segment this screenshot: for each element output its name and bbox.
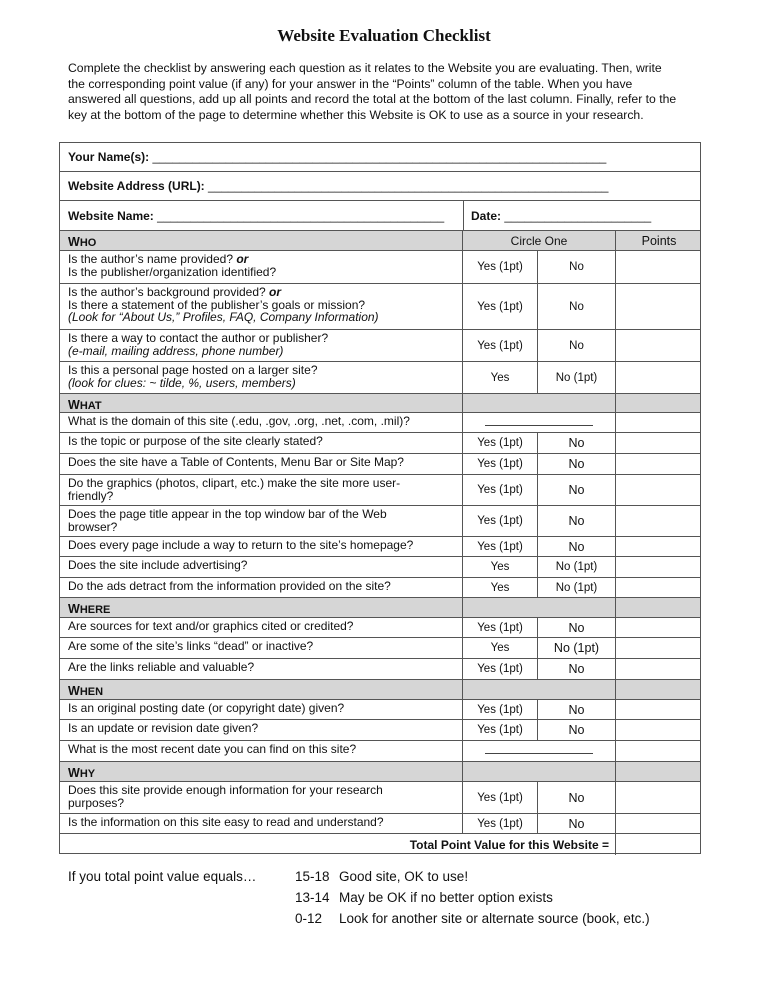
- question-text: What is the domain of this site (.edu, .gov, .org, .net, .com, .mil)?: [60, 413, 463, 432]
- section-blank: [463, 598, 616, 617]
- answer-no[interactable]: No (1pt): [538, 362, 616, 393]
- answer-yes[interactable]: Yes (1pt): [463, 618, 538, 637]
- total-row: [60, 834, 700, 855]
- answer-yes[interactable]: Yes (1pt): [463, 506, 538, 536]
- key-range: 15-18: [295, 869, 330, 884]
- points-cell[interactable]: [616, 433, 702, 453]
- points-header: Points: [641, 233, 677, 248]
- question-text: Does the page title appear in the top window bar of the Web browser?: [60, 506, 463, 536]
- answer-yes[interactable]: Yes (1pt): [463, 659, 538, 679]
- answer-yes[interactable]: Yes (1pt): [463, 454, 538, 474]
- names-row: [60, 143, 700, 172]
- question-row: [60, 330, 700, 362]
- url-line[interactable]: ____________________________________________________________: [208, 179, 609, 193]
- checklist-table: [59, 142, 701, 854]
- answer-no[interactable]: No: [538, 618, 616, 637]
- question-row: [60, 741, 700, 762]
- section-blank: [463, 680, 616, 699]
- question-text: Does this site provide enough information for your research purposes?: [60, 782, 463, 813]
- answer-yes[interactable]: Yes (1pt): [463, 251, 538, 283]
- section-label: WHO: [60, 231, 463, 250]
- answer-yes[interactable]: Yes (1pt): [463, 284, 538, 329]
- question-row: [60, 284, 700, 330]
- points-cell[interactable]: [616, 251, 702, 283]
- key-range: 0-12: [295, 911, 323, 926]
- question-text: Does every page include a way to return to the site’s homepage?: [60, 537, 463, 556]
- key-range: 13-14: [295, 890, 330, 905]
- names-line[interactable]: ____________________________________________________________________: [152, 150, 607, 164]
- question-text: Is this a personal page hosted on a larger site? (look for clues: ~ tilde, %, users, members): [60, 362, 463, 393]
- answer-no[interactable]: No (1pt): [538, 578, 616, 597]
- answer-yes[interactable]: Yes (1pt): [463, 814, 538, 833]
- question-text: Is the information on this site easy to read and understand?: [60, 814, 463, 833]
- points-cell[interactable]: [616, 741, 702, 761]
- question-text: Is the author’s background provided? or Is there a statement of the publisher’s goals or mission? (Look for “About Us,” Profiles, FAQ, Company Information): [60, 284, 463, 329]
- answer-no[interactable]: No (1pt): [538, 557, 616, 577]
- answer-yes[interactable]: Yes: [463, 362, 538, 393]
- answer-no[interactable]: No: [538, 251, 616, 283]
- answer-no[interactable]: No: [538, 659, 616, 679]
- total-label: Total Point Value for this Website =: [60, 834, 616, 855]
- question-text: Are some of the site’s links “dead” or inactive?: [60, 638, 463, 658]
- answer-no[interactable]: No: [538, 454, 616, 474]
- points-cell[interactable]: [616, 362, 702, 393]
- instructions: [68, 61, 708, 123]
- section-label: WHEN: [60, 680, 463, 699]
- date-line[interactable]: ______________________: [504, 208, 652, 223]
- answer-yes[interactable]: Yes: [463, 578, 538, 597]
- site-name-label: Website Name:: [68, 208, 154, 223]
- question-text: Is an original posting date (or copyright date) given?: [60, 700, 463, 719]
- question-row: [60, 537, 700, 557]
- answer-no[interactable]: No: [538, 284, 616, 329]
- answer-yes[interactable]: Yes: [463, 557, 538, 577]
- question-row: [60, 814, 700, 834]
- question-row: [60, 362, 700, 394]
- answer-no[interactable]: No: [538, 506, 616, 536]
- answer-no[interactable]: No: [538, 814, 616, 833]
- key-lead: If you total point value equals…: [68, 869, 257, 884]
- section-what: [60, 394, 700, 413]
- question-row: [60, 251, 700, 284]
- points-cell[interactable]: [616, 284, 702, 329]
- names-field[interactable]: [68, 143, 606, 171]
- answer-yes[interactable]: Yes (1pt): [463, 720, 538, 740]
- question-row: [60, 638, 700, 659]
- points-cell[interactable]: [616, 782, 702, 813]
- points-cell[interactable]: [616, 700, 702, 719]
- section-where: [60, 598, 700, 618]
- section-label: WHERE: [60, 598, 463, 617]
- key-text: Good site, OK to use!: [339, 869, 469, 884]
- key-text: Look for another site or alternate source (book, etc.): [339, 911, 650, 926]
- points-cell[interactable]: [616, 506, 702, 536]
- answer-yes[interactable]: Yes (1pt): [463, 475, 538, 505]
- question-row: [60, 618, 700, 638]
- points-cell[interactable]: [616, 578, 702, 597]
- date-label: Date:: [471, 208, 502, 223]
- instructions-line: Complete the checklist by answering each question as it relates to the Website you are evaluating. Then, write: [68, 61, 662, 75]
- points-cell[interactable]: [616, 475, 702, 505]
- site-row: [60, 201, 700, 231]
- question-row: [60, 413, 700, 433]
- question-text: Are sources for text and/or graphics cited or credited?: [60, 618, 463, 637]
- question-row: [60, 659, 700, 680]
- answer-yes[interactable]: Yes (1pt): [463, 700, 538, 719]
- url-field[interactable]: [68, 172, 608, 200]
- section-label: WHY: [60, 762, 463, 781]
- points-cell[interactable]: [616, 330, 702, 361]
- site-name-field[interactable]: [68, 201, 444, 230]
- instructions-line: key at the bottom of the page to determine whether this Website is OK to use as a source in your research.: [68, 107, 644, 122]
- section-when: [60, 680, 700, 700]
- question-text: Does the site include advertising?: [60, 557, 463, 577]
- points-cell[interactable]: [616, 720, 702, 740]
- key-text: May be OK if no better option exists: [339, 890, 553, 905]
- question-row: [60, 557, 700, 578]
- section-blank: [463, 394, 616, 412]
- points-cell[interactable]: [616, 557, 702, 577]
- points-cell[interactable]: [616, 659, 702, 679]
- answer-blank[interactable]: [463, 741, 616, 761]
- answer-yes[interactable]: Yes (1pt): [463, 537, 538, 556]
- question-text: What is the most recent date you can find on this site?: [60, 741, 463, 761]
- question-text: Are the links reliable and valuable?: [60, 659, 463, 679]
- site-name-line[interactable]: ___________________________________________: [157, 208, 445, 223]
- question-row: [60, 578, 700, 598]
- url-row: [60, 172, 700, 201]
- question-text: Do the ads detract from the information provided on the site?: [60, 578, 463, 597]
- names-label: Your Name(s):: [68, 150, 150, 164]
- answer-yes[interactable]: Yes: [463, 638, 538, 658]
- question-text: Is there a way to contact the author or publisher? (e-mail, mailing address, phone number): [60, 330, 463, 361]
- answer-no[interactable]: No: [538, 537, 616, 556]
- date-field[interactable]: [471, 201, 651, 230]
- question-text: Is the topic or purpose of the site clearly stated?: [60, 433, 463, 453]
- points-cell[interactable]: [616, 454, 702, 474]
- answer-yes[interactable]: Yes (1pt): [463, 433, 538, 453]
- answer-no[interactable]: No: [538, 720, 616, 740]
- question-row: [60, 506, 700, 537]
- page-title: Website Evaluation Checklist: [277, 26, 491, 45]
- question-text: Is an update or revision date given?: [60, 720, 463, 740]
- points-cell[interactable]: [616, 537, 702, 556]
- question-row: [60, 720, 700, 741]
- question-row: [60, 433, 700, 454]
- url-label: Website Address (URL):: [68, 179, 205, 193]
- question-row: [60, 700, 700, 720]
- answer-no[interactable]: No: [538, 700, 616, 719]
- question-text: Do the graphics (photos, clipart, etc.) make the site more user- friendly?: [60, 475, 463, 505]
- section-label: WHAT: [60, 394, 463, 412]
- column-divider: [463, 201, 464, 230]
- answer-yes[interactable]: Yes (1pt): [463, 782, 538, 813]
- instructions-line: the corresponding point value (if any) for your answer in the “Points” column of the table. When you have: [68, 76, 633, 91]
- instructions-line: answered all questions, add up all points and record the total at the bottom of the last column. Finally, refer to the: [68, 92, 677, 107]
- section-who: [60, 231, 700, 251]
- question-row: [60, 454, 700, 475]
- total-points-cell[interactable]: [616, 834, 702, 855]
- section-blank: [463, 762, 616, 781]
- answer-no[interactable]: No: [538, 475, 616, 505]
- points-cell[interactable]: [616, 814, 702, 833]
- points-cell[interactable]: [616, 638, 702, 658]
- answer-no[interactable]: No: [538, 330, 616, 361]
- question-text: Does the site have a Table of Contents, Menu Bar or Site Map?: [60, 454, 463, 474]
- question-row: [60, 475, 700, 506]
- question-row: [60, 782, 700, 814]
- points-cell[interactable]: [616, 618, 702, 637]
- answer-no[interactable]: No (1pt): [538, 638, 616, 658]
- section-why: [60, 762, 700, 782]
- answer-yes[interactable]: Yes (1pt): [463, 330, 538, 361]
- circle-one-header: Circle One: [463, 231, 616, 250]
- points-cell[interactable]: [616, 413, 702, 432]
- question-text: Is the author’s name provided? or Is the publisher/organization identified?: [60, 251, 463, 283]
- answer-no[interactable]: No: [538, 782, 616, 813]
- answer-blank[interactable]: [463, 413, 616, 432]
- answer-no[interactable]: No: [538, 433, 616, 453]
